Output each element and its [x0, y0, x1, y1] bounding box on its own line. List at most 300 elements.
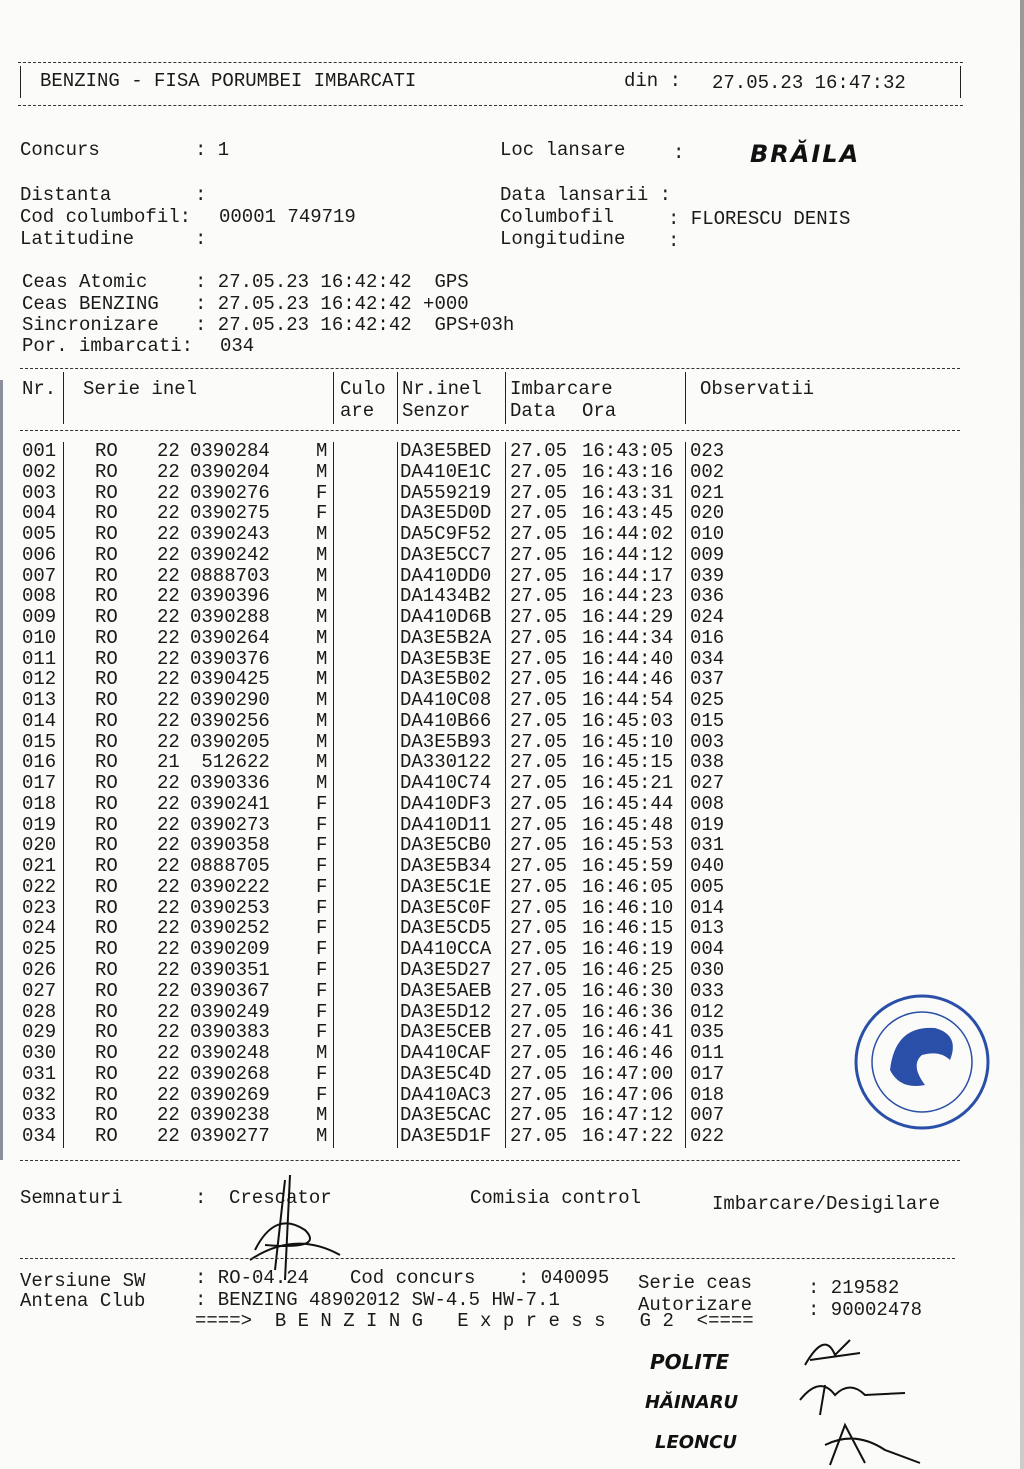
cell-ring: 512622 [190, 751, 270, 774]
col-divider [505, 372, 506, 424]
cell-year: 22 [157, 585, 180, 608]
cell-nr: 009 [22, 606, 57, 629]
cell-date: 27.05 [510, 855, 568, 878]
cell-sex: M [316, 1125, 328, 1148]
cell-nr: 008 [22, 585, 57, 608]
cell-ring: 0390241 [190, 792, 270, 815]
cell-date: 27.05 [510, 730, 568, 753]
cell-sex: F [316, 1062, 328, 1085]
table-row [0, 981, 760, 1002]
distanta-label: Distanta [20, 184, 112, 206]
table-row [0, 649, 760, 670]
cell-sex: F [316, 834, 328, 857]
header-top-rule [18, 62, 963, 63]
cell-sex: M [316, 709, 328, 732]
cell-date: 27.05 [510, 772, 568, 795]
cell-time: 16:45:03 [582, 709, 674, 732]
cell-country: RO [95, 730, 118, 753]
cell-ring: 0390243 [190, 523, 270, 546]
cell-date: 27.05 [510, 896, 568, 919]
cell-sensor: DA3E5B3E [400, 647, 492, 670]
cell-obs: 019 [690, 813, 725, 836]
header-bottom-rule [18, 105, 963, 106]
cell-sex: F [316, 938, 328, 961]
cell-sex: M [316, 772, 328, 795]
cell-sensor: DA410CCA [400, 938, 492, 961]
col-header-culoare: Culo [340, 378, 386, 400]
comisia-label: Comisia control [470, 1187, 642, 1209]
cell-date: 27.05 [510, 875, 568, 898]
cell-year: 22 [157, 1062, 180, 1085]
cell-time: 16:46:10 [582, 896, 674, 919]
col-divider [397, 442, 398, 1148]
antena-label: Antena Club [20, 1290, 146, 1312]
autorizare-label: Autorizare [638, 1294, 753, 1316]
cell-time: 16:43:16 [582, 460, 674, 483]
cell-sensor: DA3E5B93 [400, 730, 492, 753]
cell-time: 16:46:41 [582, 1021, 674, 1044]
cell-year: 22 [157, 917, 180, 940]
cell-year: 21 [157, 751, 180, 774]
semnaturi-label: Semnaturi [20, 1187, 123, 1209]
cell-ring: 0390269 [190, 1083, 270, 1106]
cell-nr: 023 [22, 896, 57, 919]
cell-ring: 0390376 [190, 647, 270, 670]
cell-time: 16:46:05 [582, 875, 674, 898]
print-datetime: 27.05.23 16:47:32 [712, 72, 906, 94]
cell-year: 22 [157, 772, 180, 795]
table-row [0, 628, 760, 649]
cell-date: 27.05 [510, 689, 568, 712]
cell-ring: 0390367 [190, 979, 270, 1002]
cell-country: RO [95, 855, 118, 878]
cell-nr: 020 [22, 834, 57, 857]
cell-ring: 0390209 [190, 938, 270, 961]
cell-sensor: DA410CAF [400, 1042, 492, 1065]
cell-year: 22 [157, 1000, 180, 1023]
cell-nr: 007 [22, 564, 57, 587]
cell-nr: 029 [22, 1021, 57, 1044]
data-lansarii-label: Data lansarii : [500, 184, 672, 206]
table-row [0, 711, 760, 732]
cell-obs: 008 [690, 792, 725, 815]
cell-time: 16:44:02 [582, 523, 674, 546]
cell-year: 22 [157, 875, 180, 898]
cell-nr: 015 [22, 730, 57, 753]
cell-time: 16:47:12 [582, 1104, 674, 1127]
cell-time: 16:45:48 [582, 813, 674, 836]
latitudine-value: : [195, 228, 207, 250]
cell-nr: 032 [22, 1083, 57, 1106]
col-divider [397, 372, 398, 424]
cell-time: 16:46:19 [582, 938, 674, 961]
cell-sex: M [316, 689, 328, 712]
cell-year: 22 [157, 1104, 180, 1127]
cell-obs: 017 [690, 1062, 725, 1085]
cell-time: 16:46:30 [582, 979, 674, 1002]
col-divider [685, 442, 686, 1148]
cell-sex: F [316, 959, 328, 981]
cell-ring: 0390248 [190, 1042, 270, 1065]
cell-sensor: DA3E5D12 [400, 1000, 492, 1023]
cell-nr: 014 [22, 709, 57, 732]
cell-sex: F [316, 1083, 328, 1106]
cell-country: RO [95, 626, 118, 649]
crescator-label: Crescator [229, 1187, 332, 1209]
cell-nr: 034 [22, 1125, 57, 1148]
cell-ring: 0888703 [190, 564, 270, 587]
cell-sensor: DA3E5B2A [400, 626, 492, 649]
cell-year: 22 [157, 543, 180, 566]
col-header-culoare-2: are [340, 400, 375, 422]
cell-year: 22 [157, 606, 180, 629]
cell-country: RO [95, 543, 118, 566]
cell-obs: 021 [690, 481, 725, 504]
cell-nr: 003 [22, 481, 57, 504]
table-row [0, 545, 760, 566]
cell-obs: 013 [690, 917, 725, 940]
cell-year: 22 [157, 481, 180, 504]
cell-sensor: DA410DF3 [400, 792, 492, 815]
date-label: din : [624, 70, 682, 92]
cell-time: 16:47:00 [582, 1062, 674, 1085]
cell-country: RO [95, 523, 118, 546]
cell-obs: 011 [690, 1042, 725, 1065]
cell-country: RO [95, 689, 118, 712]
cell-sex: M [316, 585, 328, 608]
imbarcare-desigilare-label: Imbarcare/Desigilare [712, 1193, 941, 1215]
concurs-value: : 1 [195, 139, 230, 161]
cell-nr: 004 [22, 502, 57, 525]
cell-ring: 0390242 [190, 543, 270, 566]
cell-nr: 022 [22, 875, 57, 898]
col-header-serie: Serie inel [83, 378, 198, 400]
cell-year: 22 [157, 938, 180, 961]
cell-time: 16:46:15 [582, 917, 674, 940]
cell-year: 22 [157, 1021, 180, 1044]
cell-sensor: DA3E5D1F [400, 1125, 492, 1148]
cell-obs: 016 [690, 626, 725, 649]
cell-country: RO [95, 875, 118, 898]
cod-concurs-label: Cod concurs [350, 1267, 476, 1289]
cell-country: RO [95, 668, 118, 691]
cell-year: 22 [157, 813, 180, 836]
concurs-label: Concurs [20, 139, 100, 161]
loc-lansare-handwritten: BRĂILA [750, 140, 861, 168]
cell-obs: 023 [690, 440, 725, 462]
sincronizare-value: : 27.05.23 16:42:42 GPS+03h [195, 314, 515, 336]
cell-year: 22 [157, 647, 180, 670]
cell-time: 16:43:45 [582, 502, 674, 525]
cell-sex: M [316, 523, 328, 546]
footer-rule [20, 1258, 955, 1259]
cell-sensor: DA410C08 [400, 689, 492, 712]
cell-sex: F [316, 792, 328, 815]
cell-nr: 012 [22, 668, 57, 691]
cell-ring: 0390351 [190, 959, 270, 981]
cell-country: RO [95, 564, 118, 587]
col-divider [505, 442, 506, 1148]
cell-year: 22 [157, 460, 180, 483]
table-row [0, 669, 760, 690]
table-row [0, 1022, 760, 1043]
cell-sensor: DA3E5CD5 [400, 917, 492, 940]
cell-obs: 014 [690, 896, 725, 919]
cell-year: 22 [157, 1083, 180, 1106]
cell-ring: 0390396 [190, 585, 270, 608]
cell-nr: 013 [22, 689, 57, 712]
cell-date: 27.05 [510, 481, 568, 504]
cell-obs: 040 [690, 855, 725, 878]
cell-time: 16:47:22 [582, 1125, 674, 1148]
cell-year: 22 [157, 523, 180, 546]
cell-date: 27.05 [510, 626, 568, 649]
cell-time: 16:43:31 [582, 481, 674, 504]
cell-sensor: DA3E5B34 [400, 855, 492, 878]
serie-ceas-label: Serie ceas [638, 1272, 753, 1294]
table-row [0, 690, 760, 711]
cell-obs: 039 [690, 564, 725, 587]
cell-sex: F [316, 875, 328, 898]
cell-sensor: DA410B66 [400, 709, 492, 732]
scan-edge-right [1020, 0, 1024, 1469]
cell-time: 16:44:23 [582, 585, 674, 608]
cell-country: RO [95, 1000, 118, 1023]
cell-sensor: DA410D6B [400, 606, 492, 629]
cell-ring: 0390252 [190, 917, 270, 940]
cell-time: 16:45:21 [582, 772, 674, 795]
cell-year: 22 [157, 834, 180, 857]
cell-date: 27.05 [510, 792, 568, 815]
col-header-nrinel: Nr.inel [402, 378, 482, 400]
col-header-senzor: Senzor [402, 400, 471, 422]
cell-nr: 016 [22, 751, 57, 774]
distanta-value: : [195, 184, 207, 206]
table-row [0, 1064, 760, 1085]
cell-obs: 015 [690, 709, 725, 732]
cell-country: RO [95, 813, 118, 836]
cell-sensor: DA3E5AEB [400, 979, 492, 1002]
cell-date: 27.05 [510, 1021, 568, 1044]
cell-year: 22 [157, 855, 180, 878]
cell-year: 22 [157, 668, 180, 691]
cell-sensor: DA3E5D27 [400, 959, 492, 981]
cell-time: 16:45:15 [582, 751, 674, 774]
committee-name: POLITE [650, 1350, 730, 1374]
cell-time: 16:43:05 [582, 440, 674, 462]
cell-date: 27.05 [510, 606, 568, 629]
cell-sex: M [316, 668, 328, 691]
cell-year: 22 [157, 440, 180, 462]
table-row [0, 483, 760, 504]
versiune-label: Versiune SW [20, 1270, 146, 1292]
cell-nr: 028 [22, 1000, 57, 1023]
cell-nr: 025 [22, 938, 57, 961]
cell-date: 27.05 [510, 751, 568, 774]
cell-date: 27.05 [510, 959, 568, 981]
cell-sensor: DA559219 [400, 481, 492, 504]
cell-country: RO [95, 1083, 118, 1106]
cell-country: RO [95, 772, 118, 795]
cell-sensor: DA3E5B02 [400, 668, 492, 691]
imbarcati-value: 034 [220, 335, 255, 357]
cell-ring: 0390275 [190, 502, 270, 525]
cell-sensor: DA3E5CAC [400, 1104, 492, 1127]
cell-ring: 0390264 [190, 626, 270, 649]
cell-ring: 0390276 [190, 481, 270, 504]
cell-nr: 033 [22, 1104, 57, 1127]
cell-sensor: DA410AC3 [400, 1083, 492, 1106]
benzing-express-banner: ====> B E N Z I N G E x p r e s s G 2 <==== [195, 1310, 754, 1332]
cell-obs: 007 [690, 1104, 725, 1127]
col-divider [63, 372, 64, 424]
table-row [0, 586, 760, 607]
cell-date: 27.05 [510, 979, 568, 1002]
cell-sensor: DA3E5C0F [400, 896, 492, 919]
cell-obs: 004 [690, 938, 725, 961]
cell-country: RO [95, 1104, 118, 1127]
table-row [0, 732, 760, 753]
latitudine-label: Latitudine [20, 228, 135, 250]
cell-ring: 0390249 [190, 1000, 270, 1023]
cell-sex: M [316, 460, 328, 483]
cell-ring: 0390205 [190, 730, 270, 753]
cell-sensor: DA3E5CEB [400, 1021, 492, 1044]
cell-date: 27.05 [510, 1125, 568, 1148]
cell-obs: 005 [690, 875, 725, 898]
table-row [0, 1105, 760, 1126]
cell-date: 27.05 [510, 502, 568, 525]
cell-sex: F [316, 502, 328, 525]
document-title: BENZING - FISA PORUMBEI IMBARCATI [40, 70, 417, 92]
columbofil-value: : FLORESCU DENIS [668, 208, 851, 230]
cell-time: 16:45:53 [582, 834, 674, 857]
table-row [0, 773, 760, 794]
cell-ring: 0390383 [190, 1021, 270, 1044]
table-row [0, 1126, 760, 1147]
cell-sex: M [316, 1104, 328, 1127]
cell-date: 27.05 [510, 917, 568, 940]
imbarcati-label: Por. imbarcati: [22, 335, 194, 357]
cell-ring: 0390256 [190, 709, 270, 732]
table-row [0, 898, 760, 919]
cell-sex: F [316, 1000, 328, 1023]
cell-date: 27.05 [510, 813, 568, 836]
cell-ring: 0390253 [190, 896, 270, 919]
col-header-nr: Nr. [22, 378, 57, 400]
longitudine-label: Longitudine [500, 228, 626, 250]
cell-obs: 018 [690, 1083, 725, 1106]
cell-ring: 0390238 [190, 1104, 270, 1127]
columbofil-label: Columbofil [500, 206, 615, 228]
cell-sensor: DA410DD0 [400, 564, 492, 587]
cell-sensor: DA3E5C4D [400, 1062, 492, 1085]
cell-time: 16:44:12 [582, 543, 674, 566]
ceas-benzing-value: : 27.05.23 16:42:42 +000 [195, 293, 469, 315]
cell-time: 16:44:17 [582, 564, 674, 587]
cell-ring: 0390358 [190, 834, 270, 857]
cell-country: RO [95, 440, 118, 462]
cell-sensor: DA3E5CB0 [400, 834, 492, 857]
cell-ring: 0390284 [190, 440, 270, 462]
cell-date: 27.05 [510, 543, 568, 566]
versiune-value: : RO-04.24 [195, 1267, 310, 1289]
cell-year: 22 [157, 979, 180, 1002]
cell-ring: 0390288 [190, 606, 270, 629]
cell-sensor: DA3E5CC7 [400, 543, 492, 566]
cell-time: 16:44:54 [582, 689, 674, 712]
cell-country: RO [95, 709, 118, 732]
cell-date: 27.05 [510, 1042, 568, 1065]
cell-sex: M [316, 751, 328, 774]
cell-obs: 034 [690, 647, 725, 670]
cell-nr: 019 [22, 813, 57, 836]
cell-country: RO [95, 938, 118, 961]
cell-sex: F [316, 481, 328, 504]
cell-nr: 031 [22, 1062, 57, 1085]
cell-year: 22 [157, 626, 180, 649]
federation-stamp [850, 990, 995, 1135]
cell-sex: F [316, 979, 328, 1002]
col-header-ora: Ora [582, 400, 617, 422]
table-row [0, 503, 760, 524]
committee-name: LEONCU [655, 1432, 737, 1453]
cell-sex: M [316, 647, 328, 670]
cell-year: 22 [157, 689, 180, 712]
cell-date: 27.05 [510, 585, 568, 608]
col-divider [333, 442, 334, 1148]
cell-sex: F [316, 813, 328, 836]
table-row [0, 1085, 760, 1106]
sincronizare-label: Sincronizare [22, 314, 159, 336]
cell-sex: M [316, 1042, 328, 1065]
table-row [0, 607, 760, 628]
cell-ring: 0390290 [190, 689, 270, 712]
table-row [0, 960, 760, 981]
cell-country: RO [95, 834, 118, 857]
cell-obs: 036 [690, 585, 725, 608]
cell-year: 22 [157, 564, 180, 587]
committee-signatures [795, 1325, 925, 1469]
cell-country: RO [95, 585, 118, 608]
cell-date: 27.05 [510, 709, 568, 732]
loc-lansare-colon: : [673, 142, 685, 164]
cell-sex: F [316, 896, 328, 919]
cell-obs: 020 [690, 502, 725, 525]
table-row [0, 794, 760, 815]
cell-date: 27.05 [510, 1104, 568, 1127]
cell-sex: M [316, 440, 328, 462]
table-row [0, 856, 760, 877]
cell-sensor: DA410C74 [400, 772, 492, 795]
cell-ring: 0390222 [190, 875, 270, 898]
cell-sensor: DA3E5D0D [400, 502, 492, 525]
cell-time: 16:44:40 [582, 647, 674, 670]
table-row [0, 462, 760, 483]
cell-date: 27.05 [510, 668, 568, 691]
header-left-border [20, 66, 21, 98]
longitudine-value: : [668, 230, 680, 252]
cell-obs: 025 [690, 689, 725, 712]
cell-obs: 003 [690, 730, 725, 753]
cell-ring: 0888705 [190, 855, 270, 878]
cell-country: RO [95, 502, 118, 525]
cell-sex: M [316, 543, 328, 566]
cell-country: RO [95, 481, 118, 504]
cell-nr: 024 [22, 917, 57, 940]
antena-value: : BENZING 48902012 SW-4.5 HW-7.1 [195, 1289, 560, 1311]
loc-lansare-label: Loc lansare [500, 139, 626, 161]
